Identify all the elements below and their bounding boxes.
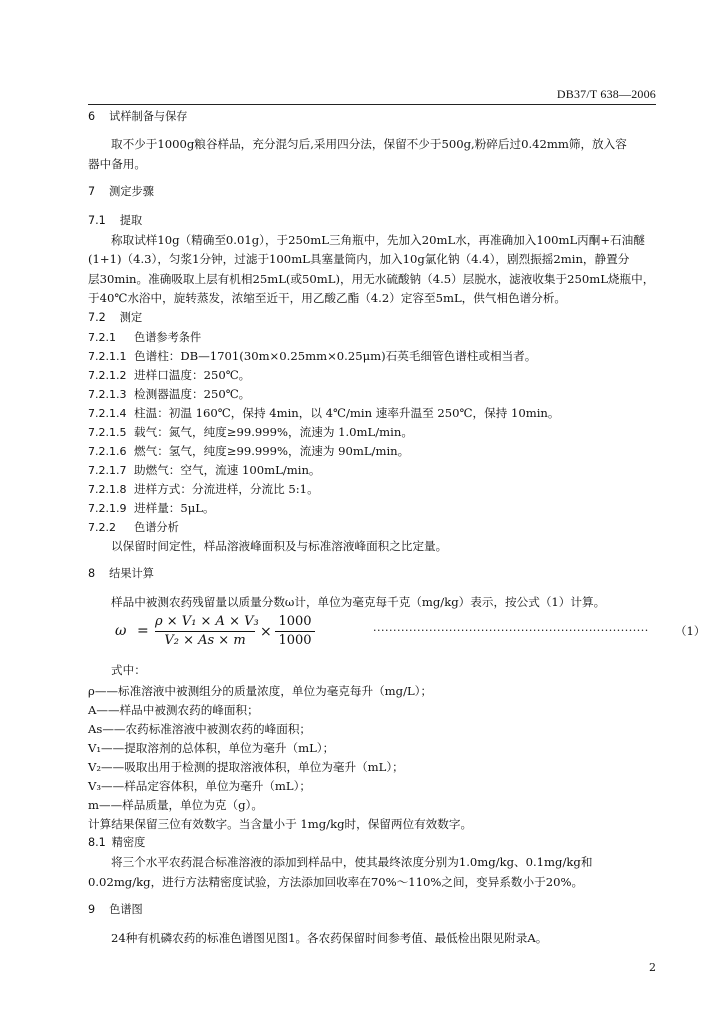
clause-number: 7.2.1.3 [88,388,127,401]
section-number: 9 [88,903,96,916]
section-8-1-heading [88,835,145,851]
section-title: 提取 [119,214,143,227]
clause-7-2-1-7 [88,462,321,479]
section-9-heading [88,902,143,918]
clause-text: 柱温：初温 160℃，保持 4min，以 4℃/min 速率升温至 250℃，保持 10min。 [134,406,560,420]
symbol-definition: ρ——标准溶液中被测组分的质量浓度，单位为毫克每升（mg/L）； [88,684,433,698]
clause-number: 7.2.1.5 [88,426,127,439]
section-7-2-heading [88,310,142,326]
where-label: 式中： [111,663,146,677]
section-6-heading [88,109,187,125]
symbol-definition: V₃——样品定容体积，单位为毫升（mL）； [88,779,312,793]
fraction-bar [155,631,255,632]
clause-number: 7.2.1.9 [88,502,127,515]
clause-number: 7.2.1.4 [88,407,127,420]
symbol-definition: A——样品中被测农药的峰面积； [88,703,259,717]
clause-text: 检测器温度：250℃。 [134,387,251,401]
paragraph-line: (1+1)（4.3），匀浆1分钟，过滤于100mL具塞量筒内，加入10g氯化钠（4.4），剧烈振摇2min，静置分 [88,252,630,266]
paragraph-line: 层30min。准确吸取上层有机相25mL(或50mL)，用无水硫酸钠（4.5）层脱水，滤液收集于250mL烧瓶中， [88,272,655,286]
clause-7-2-1-5 [88,424,413,441]
clause-7-2-1-9 [88,500,215,517]
symbol-definition: V₂——吸取出用于检测的提取溶液体积，单位为毫升（mL）； [88,760,404,774]
section-8-heading [88,566,154,582]
section-7-1-heading [88,213,142,229]
paragraph-line: 24种有机磷农药的标准色谱图见图1。各农药保留时间参考值、最低检出限见附录A。 [111,931,548,945]
section-number: 8 [88,567,96,580]
paragraph-line: 以保留时间定性，样品溶液峰面积及与标准溶液峰面积之比定量。 [111,539,448,553]
formula-fraction-scale [275,614,315,649]
section-number: 7.2.1 [88,331,116,344]
formula-times: × [260,624,272,640]
fraction-bar [275,631,315,632]
clause-7-2-1-3 [88,386,250,403]
section-title: 结果计算 [109,567,154,580]
paragraph-line: 样品中被测农药残留量以质量分数ω计，单位为毫克每千克（mg/kg）表示，按公式（1）计算。 [111,595,606,609]
clause-text: 载气：氮气，纯度≥99.999%，流速为 1.0mL/min。 [134,425,413,439]
formula-lhs: ω [115,623,127,639]
clause-number: 7.2.1.1 [88,350,127,363]
clause-number: 7.2.1.7 [88,464,127,477]
clause-7-2-1-8 [88,481,319,498]
clause-number: 7.2.1.6 [88,445,127,458]
section-title: 试样制备与保存 [109,110,188,123]
section-number: 7.2 [88,311,106,324]
doc-code-header: DB37/T 638—2006 [556,87,656,101]
formula-equals: = [137,623,149,639]
section-title: 色谱图 [109,903,143,916]
paragraph-line: 计算结果保留三位有效数字。当含量小于 1mg/kg时，保留两位有效数字。 [88,817,473,831]
formula-fraction-main [155,614,259,649]
section-number: 7.1 [88,214,106,227]
section-number: 8.1 [88,836,106,849]
symbol-definition: V₁——提取溶剂的总体积，单位为毫升（mL）； [88,741,335,755]
section-title: 色谱分析 [134,521,179,534]
symbol-definition: m——样品质量，单位为克（g）。 [88,798,263,812]
formula-1 [115,614,706,652]
clause-7-2-1-2 [88,367,250,384]
section-title: 测定 [119,311,143,324]
symbol-definition: As——农药标准溶液中被测农药的峰面积； [88,722,312,736]
equation-number: （1） [675,624,706,638]
paragraph-line: 于40℃水浴中，旋转蒸发，浓缩至近干，用乙酸乙酯（4.2）定容至5mL，供气相色谱分析。 [88,291,567,305]
section-7-2-1-heading [88,329,201,346]
section-title: 测定步骤 [109,185,154,198]
clause-number: 7.2.1.2 [88,369,127,382]
section-title: 精密度 [111,836,146,849]
fraction-numerator: 1000 [278,614,312,629]
section-title: 色谱参考条件 [134,331,202,344]
header-rule [88,104,656,105]
clause-text: 色谱柱：DB—1701(30m×0.25mm×0.25μm)石英毛细管色谱柱或相当者。 [134,349,537,363]
clause-text: 进样方式：分流进样，分流比 5:1。 [134,482,319,496]
paragraph-line: 称取试样10g（精确至0.01g），于250mL三角瓶中，先加入20mL水，再准确加入100mL丙酮+石油醚 [111,233,645,247]
fraction-numerator: ρ × V₁ × A × V₃ [155,614,259,629]
clause-7-2-1-6 [88,443,409,460]
clause-text: 进样量：5μL。 [134,501,215,515]
fraction-denominator: V₂ × As × m [164,633,246,648]
paragraph-line: 将三个水平农药混合标准溶液的添加到样品中，使其最终浓度分别为1.0mg/kg、0.1mg/kg和 [111,855,593,869]
clause-7-2-1-4 [88,405,559,422]
paragraph-line: 器中备用。 [88,157,146,171]
section-7-2-2-heading [88,519,179,536]
leader-dots: ····································································· [373,624,649,637]
fraction-denominator: 1000 [278,633,312,648]
paragraph-line: 0.02mg/kg，进行方法精密度试验，方法添加回收率在70%～110%之间，变异系数小于20%。 [88,875,584,889]
section-number: 6 [88,110,96,123]
section-number: 7.2.2 [88,521,116,534]
clause-number: 7.2.1.8 [88,483,127,496]
clause-text: 燃气：氢气，纯度≥99.999%，流速为 90mL/min。 [134,444,410,458]
clause-text: 助燃气：空气，流速 100mL/min。 [134,463,321,477]
section-number: 7 [88,185,96,198]
page-number: 2 [649,961,656,974]
paragraph-line: 取不少于1000g粮谷样品，充分混匀后,采用四分法，保留不少于500g,粉碎后过0.42mm筛，放入容 [111,137,627,151]
section-7-heading [88,184,154,200]
clause-7-2-1-1 [88,348,536,365]
clause-text: 进样口温度：250℃。 [134,368,251,382]
